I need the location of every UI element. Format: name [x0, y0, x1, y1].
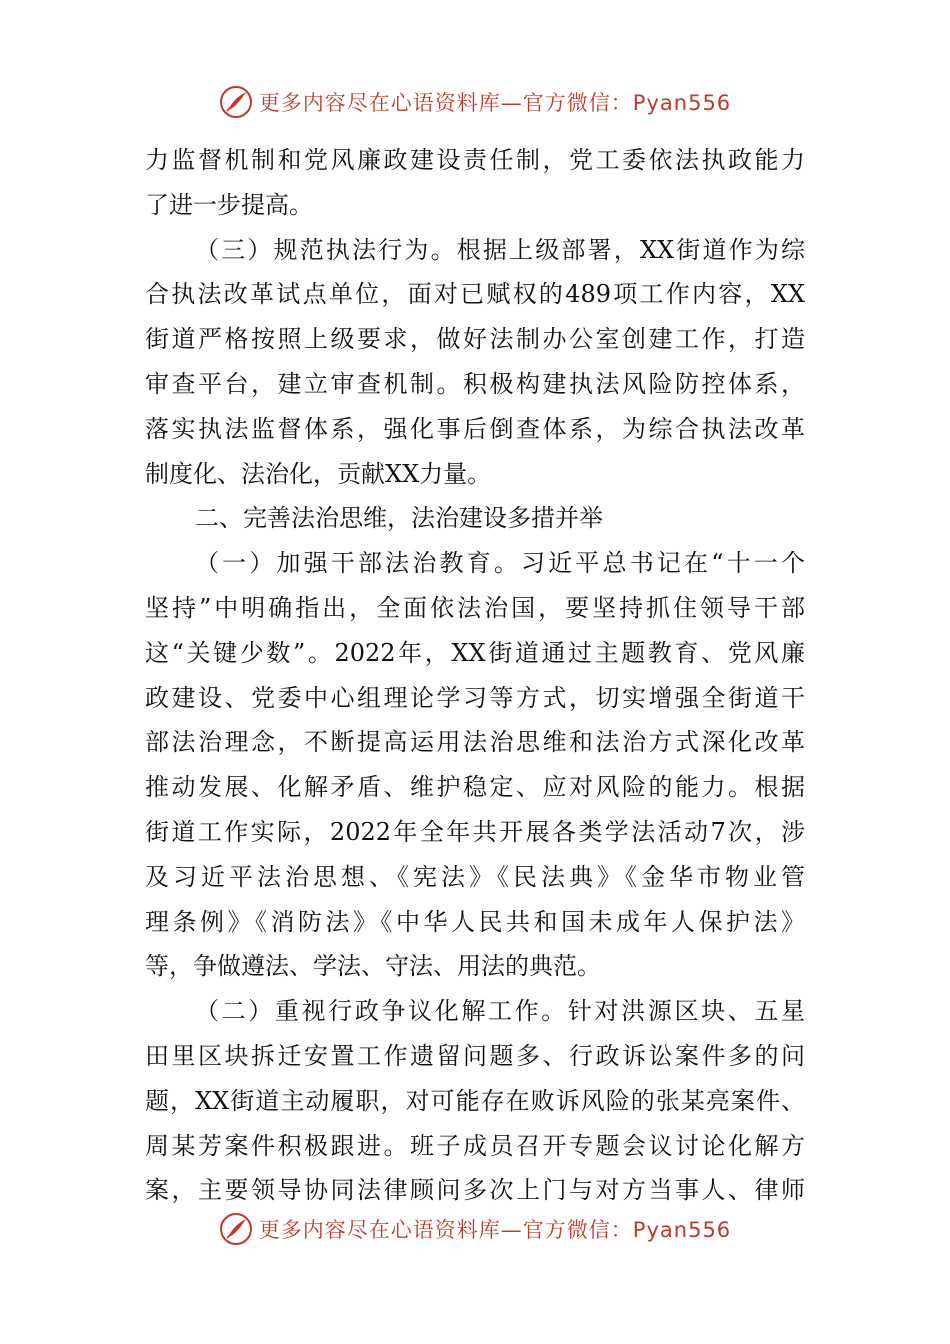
text-line: 周某芳案件积极跟进。班子成员召开专题会议讨论化解方	[145, 1131, 805, 1160]
text-line: 题，XX街道主动履职，对可能存在败诉风险的张某亮案件、	[145, 1086, 805, 1115]
text-line: 推动发展、化解矛盾、维护稳定、应对风险的能力。根据	[145, 773, 805, 802]
text-line: 这“关键少数”。2022年，XX街道通过主题教育、党风廉	[145, 638, 805, 667]
text-line: 政建设、党委中心组理论学习等方式，切实增强全街道干	[145, 683, 805, 712]
text-line: （二）重视行政争议化解工作。针对洪源区块、五星	[195, 997, 805, 1026]
text-line: 制度化、法治化，贡献XX力量。	[145, 459, 492, 488]
footer-watermark	[0, 1207, 950, 1251]
text-line: 了进一步提高。	[145, 190, 313, 219]
text-line: 案，主要领导协同法律顾问多次上门与对方当事人、律师	[145, 1176, 805, 1205]
text-line: 坚持”中明确指出，全面依法治国，要坚持抓住领导干部	[145, 593, 805, 622]
text-line: 及习近平法治思想、《宪法》《民法典》《金华市物业管	[145, 862, 805, 891]
quill-logo-icon	[219, 85, 253, 119]
text-line: 田里区块拆迁安置工作遗留问题多、行政诉讼案件多的问	[145, 1041, 805, 1070]
text-line: （一）加强干部法治教育。习近平总书记在“十一个	[195, 549, 805, 578]
text-line: 审查平台，建立审查机制。积极构建执法风险防控体系，	[145, 369, 805, 398]
text-line: 街道严格按照上级要求，做好法制办公室创建工作，打造	[145, 325, 805, 354]
watermark-text: 更多内容尽在心语资料库—官方微信：Pyan556	[258, 91, 732, 115]
text-line: （三）规范执法行为。根据上级部署，XX街道作为综	[195, 235, 805, 264]
text-line: 力监督机制和党风廉政建设责任制，党工委依法执政能力	[145, 146, 805, 174]
header-watermark	[0, 80, 950, 124]
text-line: 合执法改革试点单位，面对已赋权的489项工作内容，XX	[145, 280, 805, 309]
quill-logo-icon	[219, 1212, 253, 1246]
document-body	[145, 138, 805, 1213]
text-line: 等，争做遵法、学法、守法、用法的典范。	[145, 952, 601, 981]
text-line: 理条例》《消防法》《中华人民共和国未成年人保护法》	[145, 907, 805, 936]
text-line: 部法治理念，不断提高运用法治思维和法治方式深化改革	[145, 728, 805, 757]
text-line: 街道工作实际，2022年全年共开展各类学法活动7次，涉	[145, 817, 805, 846]
watermark-text: 更多内容尽在心语资料库—官方微信：Pyan556	[258, 1218, 732, 1242]
text-line: 落实执法监督体系，强化事后倒查体系，为综合执法改革	[145, 414, 805, 443]
text-line: 二、完善法治思维，法治建设多措并举	[195, 504, 603, 533]
